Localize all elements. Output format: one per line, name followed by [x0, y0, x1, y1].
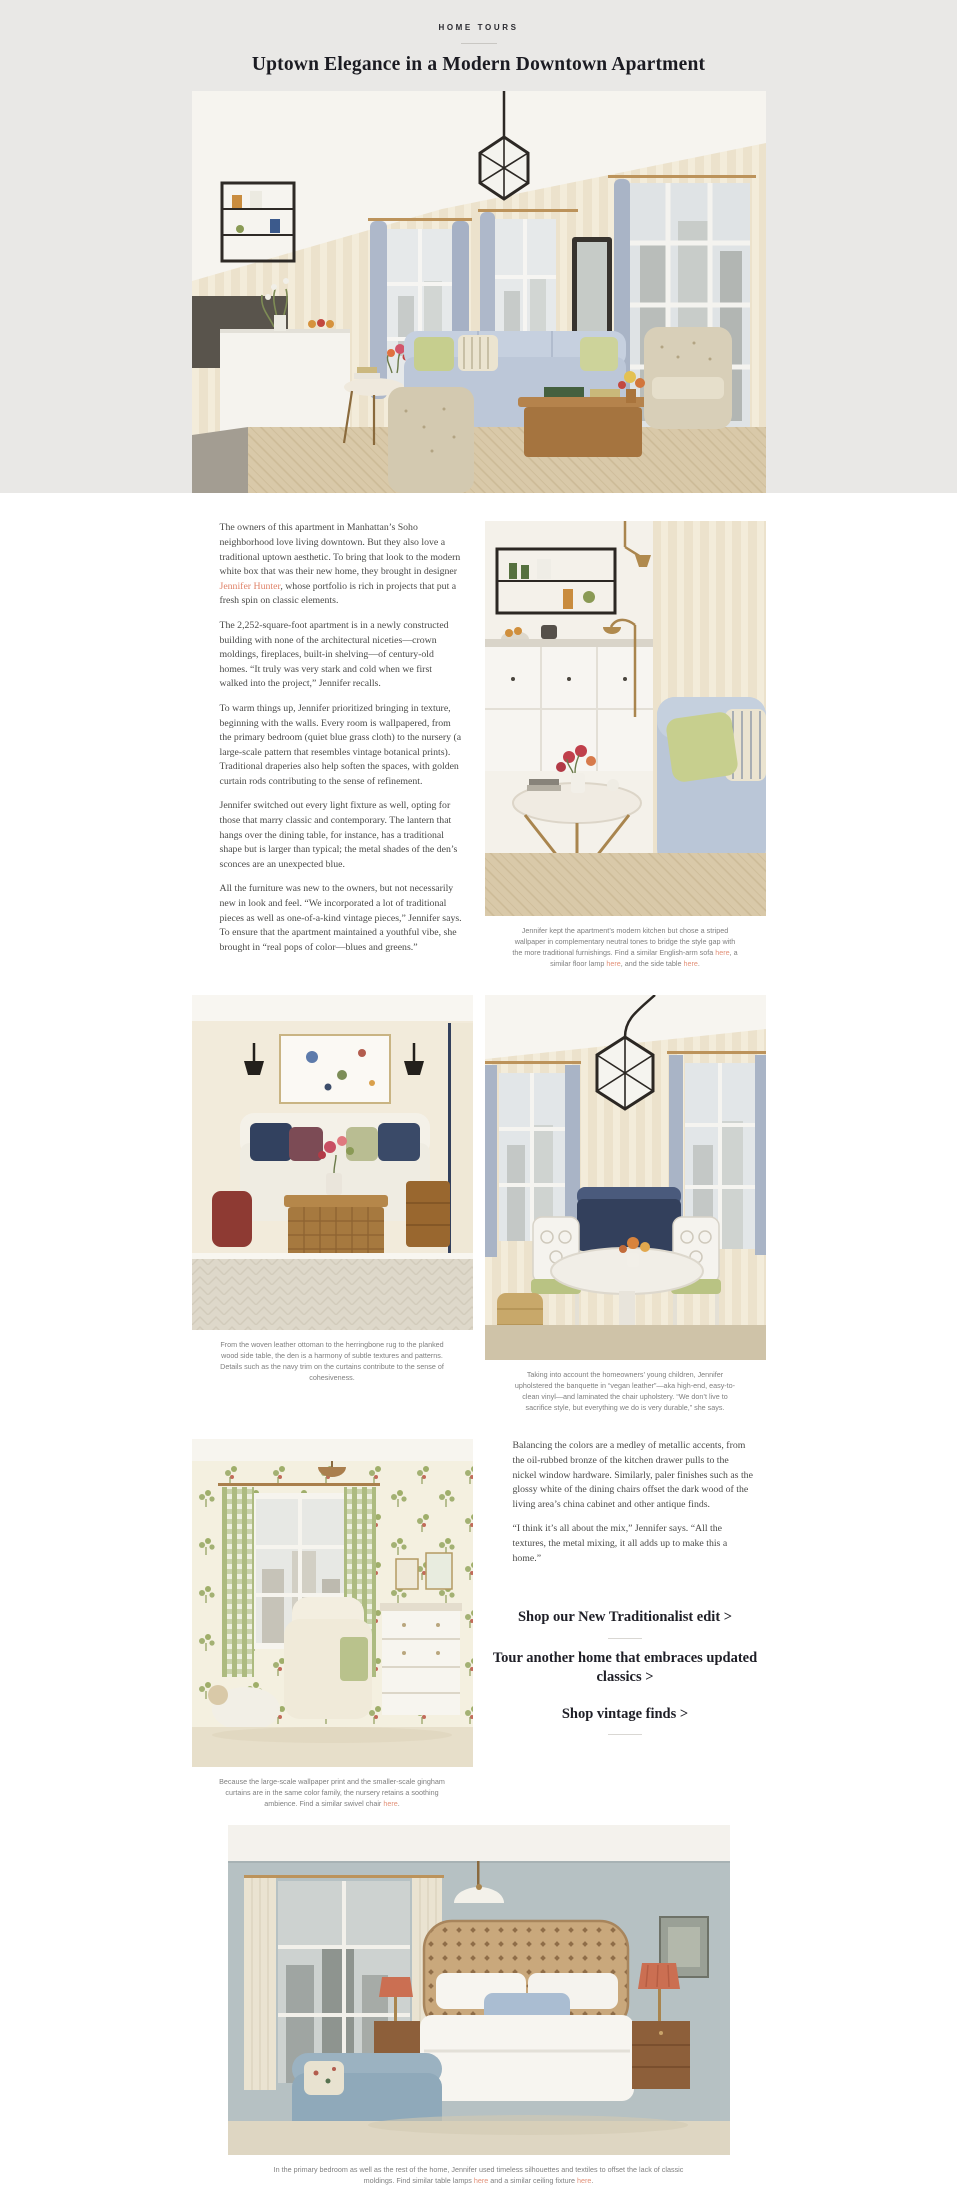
paragraph-5: All the furniture was new to the owners, but not necessarily new in look and feel. “We incorporated a lot of traditional pieces as well as one-of-a-kind vintage pieces,” Jennifer says. To ensure that the apartment maintained a youthful vibe, she brought in “real pops of color—blues and greens.”	[219, 883, 462, 953]
nursery-caption-text-2: .	[397, 1799, 400, 1809]
cta-links	[485, 1608, 766, 1735]
bedroom-caption-text-3: .	[591, 2176, 594, 2186]
table-lamps-link[interactable]: here	[473, 2176, 489, 2186]
swivel-chair-link[interactable]: here	[383, 1799, 398, 1809]
nursery-caption-text: Because the large-scale wallpaper print and the smaller-scale gingham curtains are in the same color family, the nursery retains a soothing ambience. Find a similar swivel chair	[219, 1777, 445, 1809]
closing-text	[485, 1439, 766, 1566]
paragraph-6: Balancing the colors are a medley of metallic accents, from the oil-rubbed bronze of the kitchen drawer pulls to the nickel window hardware. Similarly, paler finishes such as the glossy white of the dining chairs offset the dark wood of the living area’s china cabinet and other antique finds.	[512, 1440, 753, 1510]
cta-divider	[608, 1638, 642, 1639]
bedroom-caption-text-2: and a similar ceiling fixture	[488, 2176, 577, 2186]
section-den-dining	[192, 995, 766, 1413]
cta-divider-2	[608, 1734, 642, 1735]
bedroom-illustration	[228, 1825, 730, 2155]
bedroom-photo	[228, 1825, 730, 2186]
den-photo	[192, 995, 473, 1383]
cta-shop-vintage-finds[interactable]: Shop vintage finds >	[561, 1705, 689, 1722]
paragraph-4: Jennifer switched out every light fixture as well, opting for those that marry classic and contemporary. The lantern that hangs over the dining table, for instance, has a traditional shape but is larger than typical; the metal shades of the den’s sconces are an unexpected blue.	[219, 800, 458, 870]
section-bedroom	[192, 1825, 766, 2196]
eyebrow-divider	[461, 43, 497, 44]
dining-caption: Taking into account the homeowners’ young children, Jennifer upholstered the banquette in “vegan leather”—aka high-end, easy-to-clean vinyl—and laminated the chair upholstery. “We don’t live to sacrifice style, but everything we do is very durable,” she says.	[514, 1370, 736, 1413]
bedroom-caption	[259, 2164, 699, 2186]
dining-illustration	[485, 995, 766, 1360]
den-illustration	[192, 995, 473, 1330]
article-content	[192, 521, 766, 2196]
kitchen-illustration	[485, 521, 766, 916]
living-room-illustration	[192, 91, 766, 493]
section-nursery-ctas	[192, 1439, 766, 1809]
paragraph-3: To warm things up, Jennifer prioritized bringing in texture, beginning with the walls. Every room is wallpapered, from the primary bedroom (quiet blue grass cloth) to the nursery (a large-scale pattern that resembles vintage botanical prints). Traditional draperies also help soften the spaces, with golden curtain rods contributing to the sense of refinement.	[219, 702, 462, 787]
kitchen-photo	[485, 521, 766, 969]
page-title: Uptown Elegance in a Modern Downtown Apartment	[251, 54, 706, 75]
paragraph-1	[220, 521, 463, 609]
side-table-link[interactable]: here	[683, 959, 698, 969]
intro-text-column	[220, 521, 463, 965]
cta-shop-new-traditionalist[interactable]: Shop our New Traditionalist edit >	[517, 1609, 733, 1626]
paragraph-1-text: The owners of this apartment in Manhattan’s Soho neighborhood love living downtown. But they also love a traditional uptown aesthetic. To bring that look to the modern white box that was their new home, they brought in designer	[219, 522, 461, 578]
floor-lamp-link[interactable]: here	[606, 959, 621, 969]
kitchen-caption-text-4: .	[697, 959, 700, 969]
dining-photo	[485, 995, 766, 1413]
article-header	[0, 0, 957, 493]
category-link-home-tours[interactable]: HOME TOURS	[438, 23, 519, 32]
bedroom-caption-text: In the primary bedroom as well as the rest of the home, Jennifer used timeless silhouettes and textiles to offset the lack of classic moldings. Find similar table lamps	[273, 2165, 684, 2186]
closing-column	[485, 1439, 766, 1745]
kitchen-caption-text: Jennifer kept the apartment’s modern kitchen but chose a striped wallpaper in complementary neutral tones to bridge the style gap with the more traditional furnishings. Find a similar English-arm sofa	[512, 926, 736, 958]
kitchen-caption-text-3: , and the side table	[620, 959, 684, 969]
sofa-link[interactable]: here	[715, 948, 730, 958]
kitchen-caption-text-2: , a similar floor lamp	[550, 948, 738, 969]
ceiling-fixture-link[interactable]: here	[576, 2176, 592, 2186]
cta-tour-another-home[interactable]: Tour another home that embraces updated classics >	[492, 1649, 758, 1686]
paragraph-1-text-end: , whose portfolio is rich in projects that put a fresh spin on classic elements.	[219, 580, 457, 607]
nursery-caption	[192, 1776, 473, 1809]
paragraph-7: “I think it’s all about the mix,” Jennifer says. “All the textures, the metal mixing, it all adds up to make this a home.”	[512, 1523, 728, 1564]
hero-photo-living-room	[192, 91, 766, 493]
nursery-photo	[192, 1439, 473, 1809]
kitchen-caption	[485, 925, 766, 969]
designer-link[interactable]: Jennifer Hunter	[219, 580, 281, 592]
paragraph-2: The 2,252-square-foot apartment is in a newly constructed building with none of the architectural niceties—crown moldings, fireplaces, built-in shelving—of century-old homes. “It truly was very stark and cold when we first walked into the project,” Jennifer recalls.	[219, 619, 449, 690]
den-caption: From the woven leather ottoman to the herringbone rug to the planked wood side table, the den is a harmony of subtle textures and patterns. Details such as the navy trim on the curtains contribute to the sense of cohesiveness.	[220, 1340, 444, 1383]
nursery-illustration	[192, 1439, 473, 1767]
section-intro	[192, 521, 766, 969]
